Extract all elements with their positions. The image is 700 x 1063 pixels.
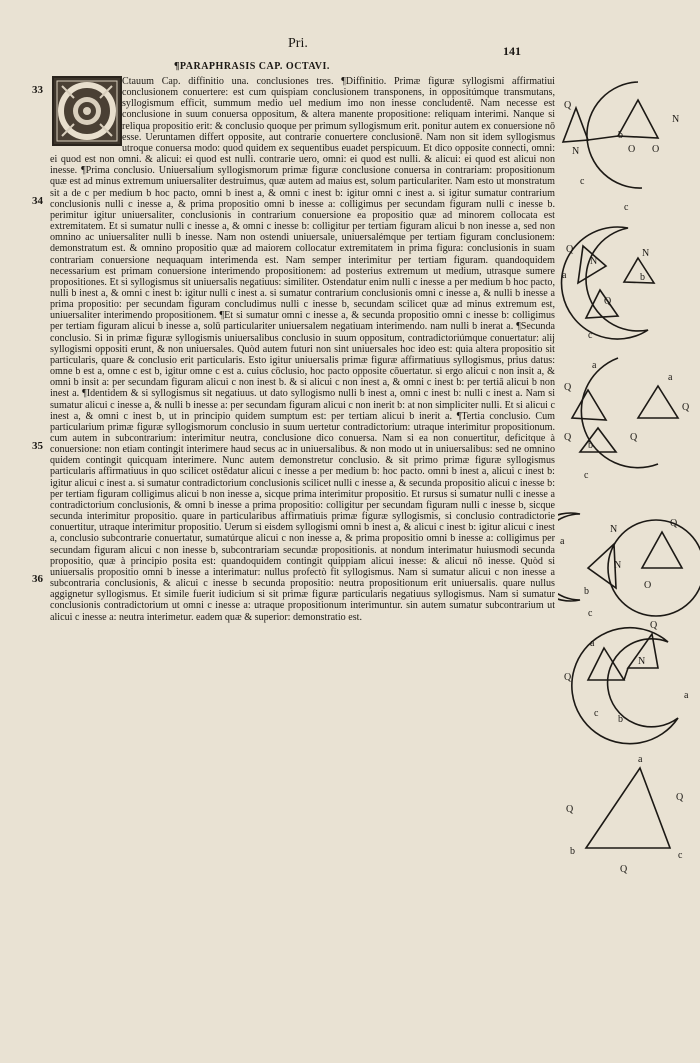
body-paragraph: Ctauum Cap. diffinitio una. conclusiones tres. ¶Diffinitio. Primæ figuræ syllogismi affirmatiui conclusionem conuertere: est cum quispiam conclusionem transponens, in oppositúmque transmutans, syllogismum efficit, summum medio uel medium imo non inesse concludentē. Nam necesse est conclusione in suum conuersa oppositum, & altera manente propositione: reliquam interimi. Nanque si reliqua propositio erit: & conclusio quoque per primum syllogismum erit. ponitur autem ex conuersione nō esse. Ueruntamen differt opposite, aut contrarie conuertere conclusionē. Nam non sit idem syllogismus utroque conuersa modo: quod quidem ex sequentibus euadet perspicuum. Et dico opposite connecti, omni: ei quod est non omni. & alicui: ei quod est nulli. contrarie uero, omni: ei quod est nulli. & alicui: ei quod est alicui non inesse. ¶Prima conclusio. Uniuersalium syllogismorum primæ figuræ conclusione conuersa in contrariam: propositionum quæ est ad minus extremum uniuersaliter destruimus, quæ autem ad maius est, solum particulariter. Nam esto ut monstratum sit a de c per medium b hoc pacto, omni b inest a, & omni c inest b: igitur omni c inest a. si igitur sumatur contrarium conclusionis nulli c inesse a, & prima propositio omni b inesse a: colligimus per secundam figuram nulli c inesse b. perimitur igitur uniuersaliter, conclusionis in contrarium conuersione ea propositio quæ ad minorem collocata est extremitatem. Et si sumatur nulli c inesse a, & omni c inesse b: colligitur per tertiam figuram alicui b non inesse a, sed non omnino ac uniuersaliter nulli b inesse. Nam non ostendi uniuersale, uniuersalémque per tertiam figuram conclusionem: demonstratum est. & omnino propositio quæ ad maiorem collocatur extremitatem in prima figura: conclusionis in suam contrariam conuersione nequaquam interimenda est. Nam semper interimitur per tertiam figuram. quandoquidem necessarium est primam conuersione interimendo propositionem: ad posterius extremum ut medium, utrasque sumere propositiones. Et si syllogismus sit uniuersalis negatiuus: similiter. Ostendatur enim nulli c inesse a per medium b hoc pacto, nulli b inest a, & omni c inest b: igitur nulli c inest a. si sumatur contrarium conclusionis omni c inesse a, & nulli b inesse a prima propositio: per secundam figuram concludimus nulli c inesse b, secundam scilicet quæ ad minus extremum est, uniuersaliter interimendo propositionem. ¶Et si sumatur omni c inesse a, & secunda propositio omni c inesse b: colligimus per tertiam figuram alicui b inesse a, solū particulariter uniuersalem negatiuam interimendo. nam nulli b inerat a. ¶Secunda conclusio. Si in primæ figuræ syllogismis uniuersalibus conclusio in suum oppositum, contradictoriúmque conuertatur: alij syllogismi oppositi erunt, & non uniuersales. Quòd autem futuri non sint uniuersales hoc ideo est: quia altera propositio sit particularis, quare & conclusio erit particularis. Esto igitur uniuersalis primæ figuræ affirmatiuus syllogismus, prius datus: omne b est a, omne c est b, igitur omne c est a. cuius cōclusio, hoc pacto opposite cōuertatur. si ergo alicui c non insit a, & omni b insit a: per secundam figuram alicui c non inest b. & si alicui c non inest a, & omni c inest b: per tertiā alicui b non inest a. ¶Identidem & si syllogismus sit negatiuus. ut dato syllogismo nulli b inest a, omni c inest b: nulli c inest a. Nam si sumatur alicui c inesse a, & nulli b inesse a: per secundam figuram alicui c non inerit b: at non simpliciter nulli. Et si alicui c inest a, & omni c inest b, ut in principio quidem sumptum est: per tertiam alicui b inerit a. ¶Tertia conclusio. Cum particularium primæ figuræ syllogismorum conclusio in suum uertetur contradictorium: utraque interimitur propositionum. cum autem in subcontrarium: interimitur neutra, conclusione dico conuersa. Nam si ea non conuertitur, deficitque à conuersione: non etiam contingit interimere haud secus ac in uniuersalibus. & non modo ut in uniuersalibus: sed ne omnino quidem contingit quicquam interimere. Nunc autem demonstretur conclusio. & sit primo primæ figuræ syllogismus particularis affirmatiuus in quo scilicet ostēdatur alicui c inesse a per medium b: hoc pacto. omni b inest a, alicui c inest b: igitur alicui c inest a. si sumatur contradictorium conclusionis scilicet nulli c inesse a, & secunda propositio alicui c inesse b: per tertiam figuram colligimus alicui b non inesse a, sicque prima interimitur propositio. Et rursus si sumatur nulli c inesse a contradictorium conclusionis, & omni b inesse a prima propositio: colligitur per secundam figuram nulli c inesse b, sicque secunda interimitur propositio. quare in particularibus affirmatiuis primæ figuræ syllogismis, si conclusio contradictorie conuertitur, utraque interimitur propositio. Uerum si eisdem syllogismi omni b inest a, & alicui c inest b: igitur alicui c inest a, conclusio subcontrarie conuertatur, sumatúrque alicui c non inesse a, & prima propositio omni b inesse a: colligimus per secundam figuram alicui c non inesse b, subcontrariam secundæ propositionis. at nondum interimatur huiusmodi secunda propositio, quæ à principio posita est: quandoquidem contingit quippiam alicui inesse: & alicui nō inesse. Quòd si uniuersalis propositio omni b inesse a interimatur: nullus profectò fit syllogismus. Nam si sumatur alicui c non inesse a subcontraria conclusionis, & alicui c inesse b secunda propositio: neutra propositionum erit uniuersalis. quare nullus aggignetur syllogismus. Et simile fuerit iudicium si sit primæ figuræ particularis negatiuus syllogismus. Nam si sumatur conclusionis contradictorium ut omni c inesse a: utraque propositionum interimuntur. sin autem sumatur subcontrarium ut alicui c inesse a: neutra interimetur. eadem quæ & superior: demonstratio est. xyxy=(50,76,555,623)
figure-label: c xyxy=(584,470,589,481)
figure-label: b xyxy=(588,440,593,451)
margin-number-33: 33 xyxy=(32,84,43,96)
figure-label: Q xyxy=(682,402,690,413)
diagram-6 xyxy=(586,768,670,848)
figure-label: Q xyxy=(564,100,572,111)
figure-label: a xyxy=(562,270,567,281)
diagram-5 xyxy=(572,628,678,744)
diagram-4 xyxy=(558,513,700,616)
figure-label: Q xyxy=(604,296,612,307)
diagram-2 xyxy=(562,227,654,339)
diagram-letters xyxy=(560,100,690,875)
chapter-title: ¶PARAPHRASIS CAP. OCTAVI. xyxy=(174,61,330,72)
margin-number-35: 35 xyxy=(32,440,43,452)
figure-label: Q xyxy=(564,432,572,443)
figure-label: O xyxy=(644,580,652,591)
figure-label: c xyxy=(594,708,599,719)
figure-label: Q xyxy=(566,244,574,255)
body-text-block xyxy=(50,76,555,623)
diagram-3 xyxy=(572,358,678,468)
figure-label: a xyxy=(590,638,595,649)
figure-label: N xyxy=(572,146,580,157)
figure-label: a xyxy=(638,754,643,765)
figure-label: c xyxy=(624,202,629,213)
figure-label: a xyxy=(592,360,597,371)
figure-label: b xyxy=(570,846,575,857)
figure-label: N xyxy=(638,656,646,667)
figure-label: c xyxy=(678,850,683,861)
figure-label: a xyxy=(684,690,689,701)
figure-label: b xyxy=(618,714,623,725)
figure-label: N xyxy=(614,560,622,571)
figure-label: b xyxy=(640,272,645,283)
figure-label: Q xyxy=(650,620,658,631)
figure-label: Q xyxy=(566,804,574,815)
running-head: Pri. xyxy=(288,36,308,51)
figure-label: N xyxy=(590,256,598,267)
figure-label: a xyxy=(668,372,673,383)
figure-label: O xyxy=(652,144,660,155)
figure-label: N xyxy=(610,524,618,535)
figure-label: b xyxy=(584,586,589,597)
margin-number-34: 34 xyxy=(32,195,43,207)
figure-label: c xyxy=(580,176,585,187)
figure-label: c xyxy=(588,330,593,341)
figure-label: Q xyxy=(670,518,678,529)
figure-label: Q xyxy=(564,672,572,683)
figure-label: b xyxy=(618,130,623,141)
marginal-diagrams xyxy=(558,68,700,888)
figure-label: Q xyxy=(564,382,572,393)
figure-label: N xyxy=(672,114,680,125)
diagram-1 xyxy=(563,82,658,188)
margin-number-36: 36 xyxy=(32,573,43,585)
figure-label: Q xyxy=(620,864,628,875)
figure-label: Q xyxy=(630,432,638,443)
figure-label: N xyxy=(642,248,650,259)
page-number: 141 xyxy=(503,44,521,58)
figure-label: Q xyxy=(676,792,684,803)
figure-label: O xyxy=(628,144,636,155)
figure-label: a xyxy=(560,536,565,547)
figure-label: c xyxy=(588,608,593,619)
